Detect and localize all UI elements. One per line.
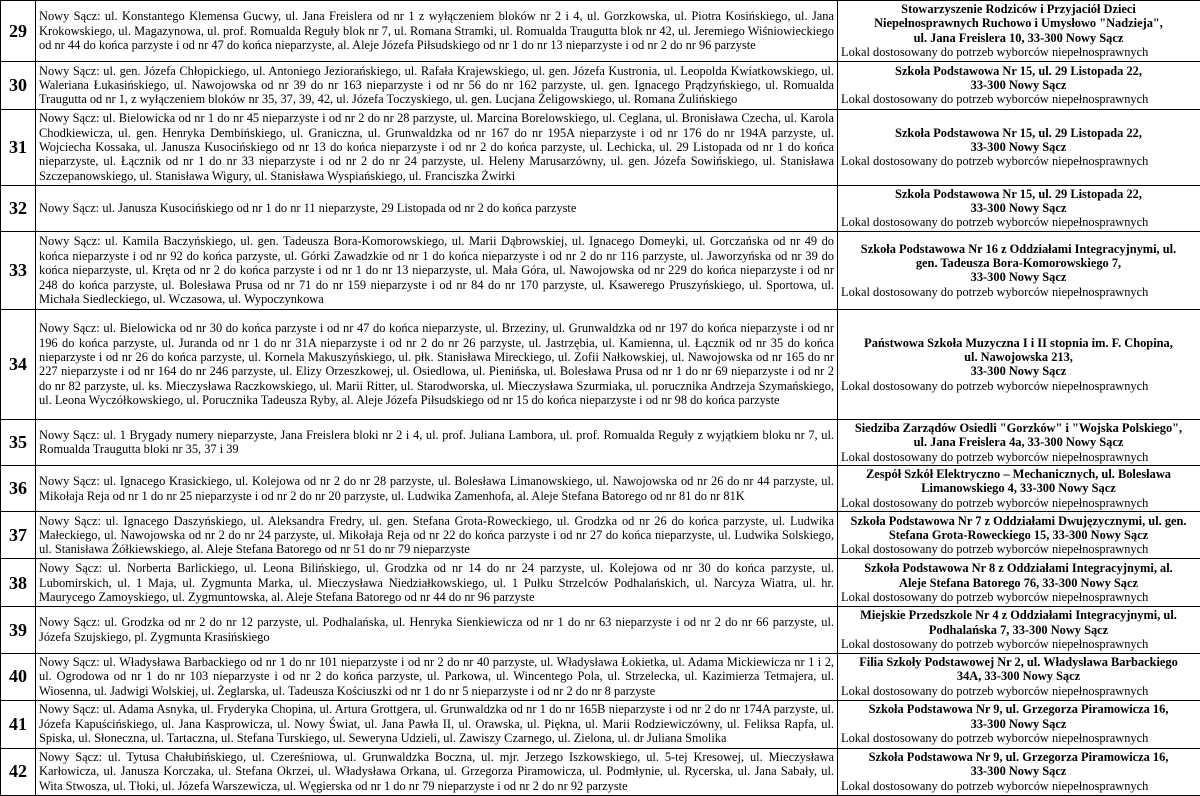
- district-area: Nowy Sącz: ul. gen. Józefa Chłopickiego, ul. Antoniego Jeziorańskiego, ul. Rafała Krajewskiego, ul. gen. Józefa Kustronia, ul. Leopolda Kwiatkowskiego, ul. Waleriana Łukasińskiego, ul. Nawojowska od nr 39 do nr 163 nieparzyste i od nr 56 do nr 162 parzyste, ul. gen. Ignacego Prądzyńskiego, ul. Romualda Traugutta od nr 1, z wyłączeniem bloków nr 35, 37, 39, 42, ul. Józefa Toczyskiego, ul. gen. Lucjana Żeligowskiego, ul. Romana Żulińskiego: [36, 61, 838, 109]
- accessibility-note: Lokal dostosowany do potrzeb wyborców niepełnosprawnych: [841, 542, 1196, 556]
- district-number: 38: [1, 559, 36, 607]
- district-number: 41: [1, 700, 36, 748]
- table-row: [1, 109, 1200, 185]
- district-number: 40: [1, 653, 36, 700]
- accessibility-note: Lokal dostosowany do potrzeb wyborców niepełnosprawnych: [841, 684, 1196, 698]
- location-name: Szkoła Podstawowa Nr 15, ul. 29 Listopada 22, 33-300 Nowy Sącz: [841, 126, 1196, 155]
- district-number: 35: [1, 419, 36, 465]
- table-row: [1, 1, 1200, 62]
- accessibility-note: Lokal dostosowany do potrzeb wyborców niepełnosprawnych: [841, 154, 1196, 168]
- polling-location: [838, 512, 1200, 559]
- polling-location: [838, 419, 1200, 465]
- district-area: Nowy Sącz: ul. Norberta Barlickiego, ul. Leona Bilińskiego, ul. Grodzka od nr 14 do nr 24 parzyste, ul. Kolejowa od nr 30 do końca parzyste, ul. Lubomirskich, ul. 1 Maja, ul. Zygmunta Marka, ul. Mieczysława Niedziałkowskiego, ul. 1 Pułku Strzelców Podhalańskich, ul. Narcyza Wiatra, ul. hr. Maurycego Zamoyskiego, ul. Zygmuntowska, al. Aleje Stefana Batorego od nr 44 do nr 96 parzyste: [36, 559, 838, 607]
- district-number: 31: [1, 109, 36, 185]
- location-name: Szkoła Podstawowa Nr 9, ul. Grzegorza Piramowicza 16, 33-300 Nowy Sącz: [841, 750, 1196, 779]
- polling-location: [838, 466, 1200, 512]
- accessibility-note: Lokal dostosowany do potrzeb wyborców niepełnosprawnych: [841, 779, 1196, 793]
- location-name: Szkoła Podstawowa Nr 8 z Oddziałami Integracyjnymi, al. Aleje Stefana Batorego 76, 33-300 Nowy Sącz: [841, 561, 1196, 590]
- location-name: Filia Szkoły Podstawowej Nr 2, ul. Władysława Barbackiego 34A, 33-300 Nowy Sącz: [841, 655, 1196, 684]
- location-name: Szkoła Podstawowa Nr 7 z Oddziałami Dwujęzycznymi, ul. gen. Stefana Grota-Roweckiego 15, 33-300 Nowy Sącz: [841, 514, 1196, 543]
- table-row: [1, 61, 1200, 109]
- district-number: 39: [1, 607, 36, 653]
- accessibility-note: Lokal dostosowany do potrzeb wyborców niepełnosprawnych: [841, 45, 1196, 59]
- accessibility-note: Lokal dostosowany do potrzeb wyborców niepełnosprawnych: [841, 731, 1196, 745]
- district-number: 33: [1, 231, 36, 309]
- district-area: Nowy Sącz: ul. Bielowicka od nr 1 do nr 45 nieparzyste i od nr 2 do nr 28 parzyste, ul. Marcina Borelowskiego, ul. Ceglana, ul. Bronisława Czecha, ul. Karola Chodkiewicza, ul. gen. Henryka Dembińskiego, ul. Graniczna, ul. Grunwaldzka od nr 167 do nr 195A nieparzyste i od nr 176 do nr 194A parzyste, ul. Wojciecha Kossaka, ul. Janusza Kusocińskiego od nr 13 do końca nieparzyste i od nr 2 do końca parzyste, ul. Lechicka, ul. 29 Listopada od nr 1 do końca nieparzyste, ul. Łącznik od nr 1 do nr 33 nieparzyste i od nr 2 do nr 24 parzyste, ul. Heleny Marusarzówny, ul. gen. Józefa Sowińskiego, ul. Stanisława Szczepanowskiego, ul. Stanisława Wigury, ul. Stanisława Wyspiańskiego, ul. Franciszka Żwirki: [36, 109, 838, 185]
- district-number: 34: [1, 309, 36, 419]
- table-row: [1, 185, 1200, 231]
- location-name: Szkoła Podstawowa Nr 9, ul. Grzegorza Piramowicza 16, 33-300 Nowy Sącz: [841, 702, 1196, 731]
- polling-location: [838, 700, 1200, 748]
- district-number: 30: [1, 61, 36, 109]
- polling-location: [838, 607, 1200, 653]
- table-body: [1, 1, 1200, 796]
- table-row: [1, 653, 1200, 700]
- district-area: Nowy Sącz: ul. Grodzka od nr 2 do nr 12 parzyste, ul. Podhalańska, ul. Henryka Sienkiewicza od nr 1 do nr 63 nieparzyste i od nr 2 do nr 66 parzyste, ul. Józefa Szujskiego, pl. Zygmunta Krasińskiego: [36, 607, 838, 653]
- table-row: [1, 231, 1200, 309]
- table-row: [1, 559, 1200, 607]
- district-area: Nowy Sącz: ul. Adama Asnyka, ul. Fryderyka Chopina, ul. Artura Grottgera, ul. Grunwaldzka od nr 1 do nr 165B nieparzyste i od nr 2 do nr 174A parzyste, ul. Józefa Kapuścińskiego, ul. Jana Kasprowicza, ul. Nowy Świat, ul. Jana Pawła II, ul. Orawska, ul. Piękna, ul. Marii Rodziewiczówny, ul. Feliksa Rapfa, ul. Spiska, ul. Słoneczna, ul. Tartaczna, ul. Stefana Turskiego, ul. Seweryna Udzieli, ul. Zawiszy Czarnego, ul. Zielona, ul. dr Juliana Smolika: [36, 700, 838, 748]
- accessibility-note: Lokal dostosowany do potrzeb wyborców niepełnosprawnych: [841, 285, 1196, 299]
- table-row: [1, 607, 1200, 653]
- district-number: 32: [1, 185, 36, 231]
- accessibility-note: Lokal dostosowany do potrzeb wyborców niepełnosprawnych: [841, 379, 1196, 393]
- location-name: Państwowa Szkoła Muzyczna I i II stopnia im. F. Chopina, ul. Nawojowska 213, 33-300 Nowy Sącz: [841, 336, 1196, 379]
- district-number: 36: [1, 466, 36, 512]
- district-number: 37: [1, 512, 36, 559]
- location-name: Szkoła Podstawowa Nr 15, ul. 29 Listopada 22, 33-300 Nowy Sącz: [841, 64, 1196, 93]
- location-name: Szkoła Podstawowa Nr 16 z Oddziałami Integracyjnymi, ul. gen. Tadeusza Bora-Komorowskiego 7, 33-300 Nowy Sącz: [841, 242, 1196, 285]
- table-row: [1, 466, 1200, 512]
- accessibility-note: Lokal dostosowany do potrzeb wyborców niepełnosprawnych: [841, 92, 1196, 106]
- polling-location: [838, 559, 1200, 607]
- accessibility-note: Lokal dostosowany do potrzeb wyborców niepełnosprawnych: [841, 590, 1196, 604]
- location-name: Siedziba Zarządów Osiedli "Gorzków" i "Wojska Polskiego", ul. Jana Freislera 4a, 33-300 Nowy Sącz: [841, 421, 1196, 450]
- accessibility-note: Lokal dostosowany do potrzeb wyborców niepełnosprawnych: [841, 450, 1196, 464]
- district-area: Nowy Sącz: ul. Konstantego Klemensa Gucwy, ul. Jana Freislera od nr 1 z wyłączeniem bloków nr 2 i 4, ul. Gorzkowska, ul. Piotra Kosińskiego, ul. Jana Krokowskiego, ul. Magazynowa, ul. prof. Romualda Reguły blok nr 7, ul. Romana Stramki, ul. Romualda Traugutta blok nr 42, ul. Jeremiego Wiśniowieckiego od nr 44 do końca parzyste i od nr 47 do końca nieparzyste, al. Aleje Józefa Piłsudskiego od nr 1 do nr 13 nieparzyste i od nr 2 do nr 96 parzyste: [36, 1, 838, 62]
- accessibility-note: Lokal dostosowany do potrzeb wyborców niepełnosprawnych: [841, 637, 1196, 651]
- district-area: Nowy Sącz: ul. Bielowicka od nr 30 do końca parzyste i od nr 47 do końca nieparzyste, ul. Brzeziny, ul. Grunwaldzka od nr 197 do końca nieparzyste i od nr 196 do końca parzyste, ul. Juranda od nr 1 do nr 31A nieparzyste i od nr 2 do nr 26 parzyste, ul. Jastrzębia, ul. Kamienna, ul. Łącznik od nr 35 do końca nieparzyste i od nr 26 do końca parzyste, ul. Kornela Makuszyńskiego, ul. płk. Stanisława Mireckiego, ul. Zofii Nałkowskiej, ul. Nawojowska od nr 165 do nr 227 nieparzyste i od nr 164 do nr 246 parzyste, ul. Elizy Orzeszkowej, ul. Osiedlowa, ul. Pienińska, ul. Bolesława Prusa od nr 1 do nr 69 nieparzyste i od nr 2 do nr 82 parzyste, ul. ks. Mieczysława Raczkowskiego, ul. Marii Ritter, ul. Starodworska, ul. Mieczysława Szurmiaka, ul. porucznika Andrzeja Szymańskiego, ul. Leona Wyczółkowskiego, ul. Porucznika Tadeusza Ryby, al. Aleje Józefa Piłsudskiego od nr 15 do końca nieparzyste i od nr 98 do końca parzyste: [36, 309, 838, 419]
- table-row: [1, 700, 1200, 748]
- polling-location: [838, 185, 1200, 231]
- table-row: [1, 419, 1200, 465]
- district-number: 42: [1, 748, 36, 795]
- district-area: Nowy Sącz: ul. 1 Brygady numery nieparzyste, Jana Freislera bloki nr 2 i 4, ul. prof. Juliana Lambora, ul. prof. Romualda Reguły z wyjątkiem bloku nr 7, ul. Romualda Traugutta bloki nr 35, 37 i 39: [36, 419, 838, 465]
- polling-location: [838, 1, 1200, 62]
- district-area: Nowy Sącz: ul. Kamila Baczyńskiego, ul. gen. Tadeusza Bora-Komorowskiego, ul. Marii Dąbrowskiej, ul. Ignacego Domeyki, ul. Gorczańska od nr 49 do końca nieparzyste i od nr 92 do końca parzyste, ul. Górki Zawadzkie od nr 1 do końca nieparzyste i od nr 2 do nr 116 parzyste, ul. Jaworzyńska od nr 39 do końca nieparzyste, ul. Kręta od nr 2 do końca parzyste i od nr 1 do nr 13 nieparzyste, ul. Mała Góra, ul. Nawojowska od nr 229 do końca nieparzyste i od nr 248 do końca parzyste, ul. Bolesława Prusa od nr 71 do nr 159 nieparzyste i od nr 84 do nr 170 parzyste, ul. Ksawerego Pruszyńskiego, ul. Sportowa, ul. Michała Siedleckiego, ul. Wczasowa, ul. Wypoczynkowa: [36, 231, 838, 309]
- polling-location: [838, 653, 1200, 700]
- accessibility-note: Lokal dostosowany do potrzeb wyborców niepełnosprawnych: [841, 496, 1196, 510]
- location-name: Miejskie Przedszkole Nr 4 z Oddziałami Integracyjnymi, ul. Podhalańska 7, 33-300 Nowy Sącz: [841, 608, 1196, 637]
- polling-location: [838, 748, 1200, 795]
- table-row: [1, 309, 1200, 419]
- district-area: Nowy Sącz: ul. Janusza Kusocińskiego od nr 1 do nr 11 nieparzyste, 29 Listopada od nr 2 do końca parzyste: [36, 185, 838, 231]
- polling-location: [838, 231, 1200, 309]
- polling-location: [838, 61, 1200, 109]
- table-row: [1, 748, 1200, 795]
- district-area: Nowy Sącz: ul. Ignacego Daszyńskiego, ul. Aleksandra Fredry, ul. gen. Stefana Grota-Roweckiego, ul. Grodzka od nr 26 do końca parzyste, ul. Ludwika Małeckiego, ul. Nawojowska od nr 2 do nr 24 parzyste, ul. Mikołaja Reja od nr 22 do końca parzyste i od nr 27 do końca nieparzyste, ul. Ludwika Solskiego, ul. Stanisława Żółkiewskiego, al. Aleje Stefana Batorego od nr 51 do nr 79 nieparzyste: [36, 512, 838, 559]
- district-area: Nowy Sącz: ul. Tytusa Chałubińskiego, ul. Czereśniowa, ul. Grunwaldzka Boczna, ul. mjr. Jerzego Iszkowskiego, ul. 5-tej Kresowej, ul. Mieczysława Karłowicza, ul. Janusza Korczaka, ul. Stefana Okrzei, ul. Władysława Orkana, ul. Grzegorza Piramowicza, ul. Podmłynie, ul. Rycerska, ul. Jana Sabały, ul. Wita Stwosza, ul. Tłoki, ul. Józefa Warszewicza, ul. Węgierska od nr 1 do nr 79 nieparzyste i od nr 2 do nr 92 parzyste: [36, 748, 838, 795]
- location-name: Stowarzyszenie Rodziców i Przyjaciół Dzieci Niepełnosprawnych Ruchowo i Umysłowo "Nadzieja", ul. Jana Freislera 10, 33-300 Nowy Sącz: [841, 2, 1196, 45]
- district-number: 29: [1, 1, 36, 62]
- district-area: Nowy Sącz: ul. Władysława Barbackiego od nr 1 do nr 101 nieparzyste i od nr 2 do nr 40 parzyste, ul. Władysława Łokietka, ul. Adama Mickiewicza nr 1 i 2, ul. Ogrodowa od nr 1 do nr 103 nieparzyste i od nr 2 do końca parzyste, ul. Parkowa, ul. Wincentego Pola, ul. Strzelecka, ul. Kazimierza Tetmajera, ul. Wiosenna, ul. Jadwigi Wolskiej, ul. Żeglarska, ul. Tadeusza Kościuszki od nr 1 do nr 5 nieparzyste i od nr 2 do nr 8 parzyste: [36, 653, 838, 700]
- accessibility-note: Lokal dostosowany do potrzeb wyborców niepełnosprawnych: [841, 215, 1196, 229]
- polling-location: [838, 309, 1200, 419]
- table-row: [1, 512, 1200, 559]
- location-name: Szkoła Podstawowa Nr 15, ul. 29 Listopada 22, 33-300 Nowy Sącz: [841, 187, 1196, 216]
- location-name: Zespół Szkół Elektryczno – Mechanicznych, ul. Bolesława Limanowskiego 4, 33-300 Nowy Sącz: [841, 467, 1196, 496]
- polling-location: [838, 109, 1200, 185]
- district-area: Nowy Sącz: ul. Ignacego Krasickiego, ul. Kolejowa od nr 2 do nr 28 parzyste, ul. Bolesława Limanowskiego, ul. Nawojowska od nr 26 do nr 44 parzyste, ul. Mikołaja Reja od nr 1 do nr 25 nieparzyste i od nr 2 do nr 20 parzyste, ul. Ludwika Zamenhofa, al. Aleje Stefana Batorego od nr 81 do nr 81K: [36, 466, 838, 512]
